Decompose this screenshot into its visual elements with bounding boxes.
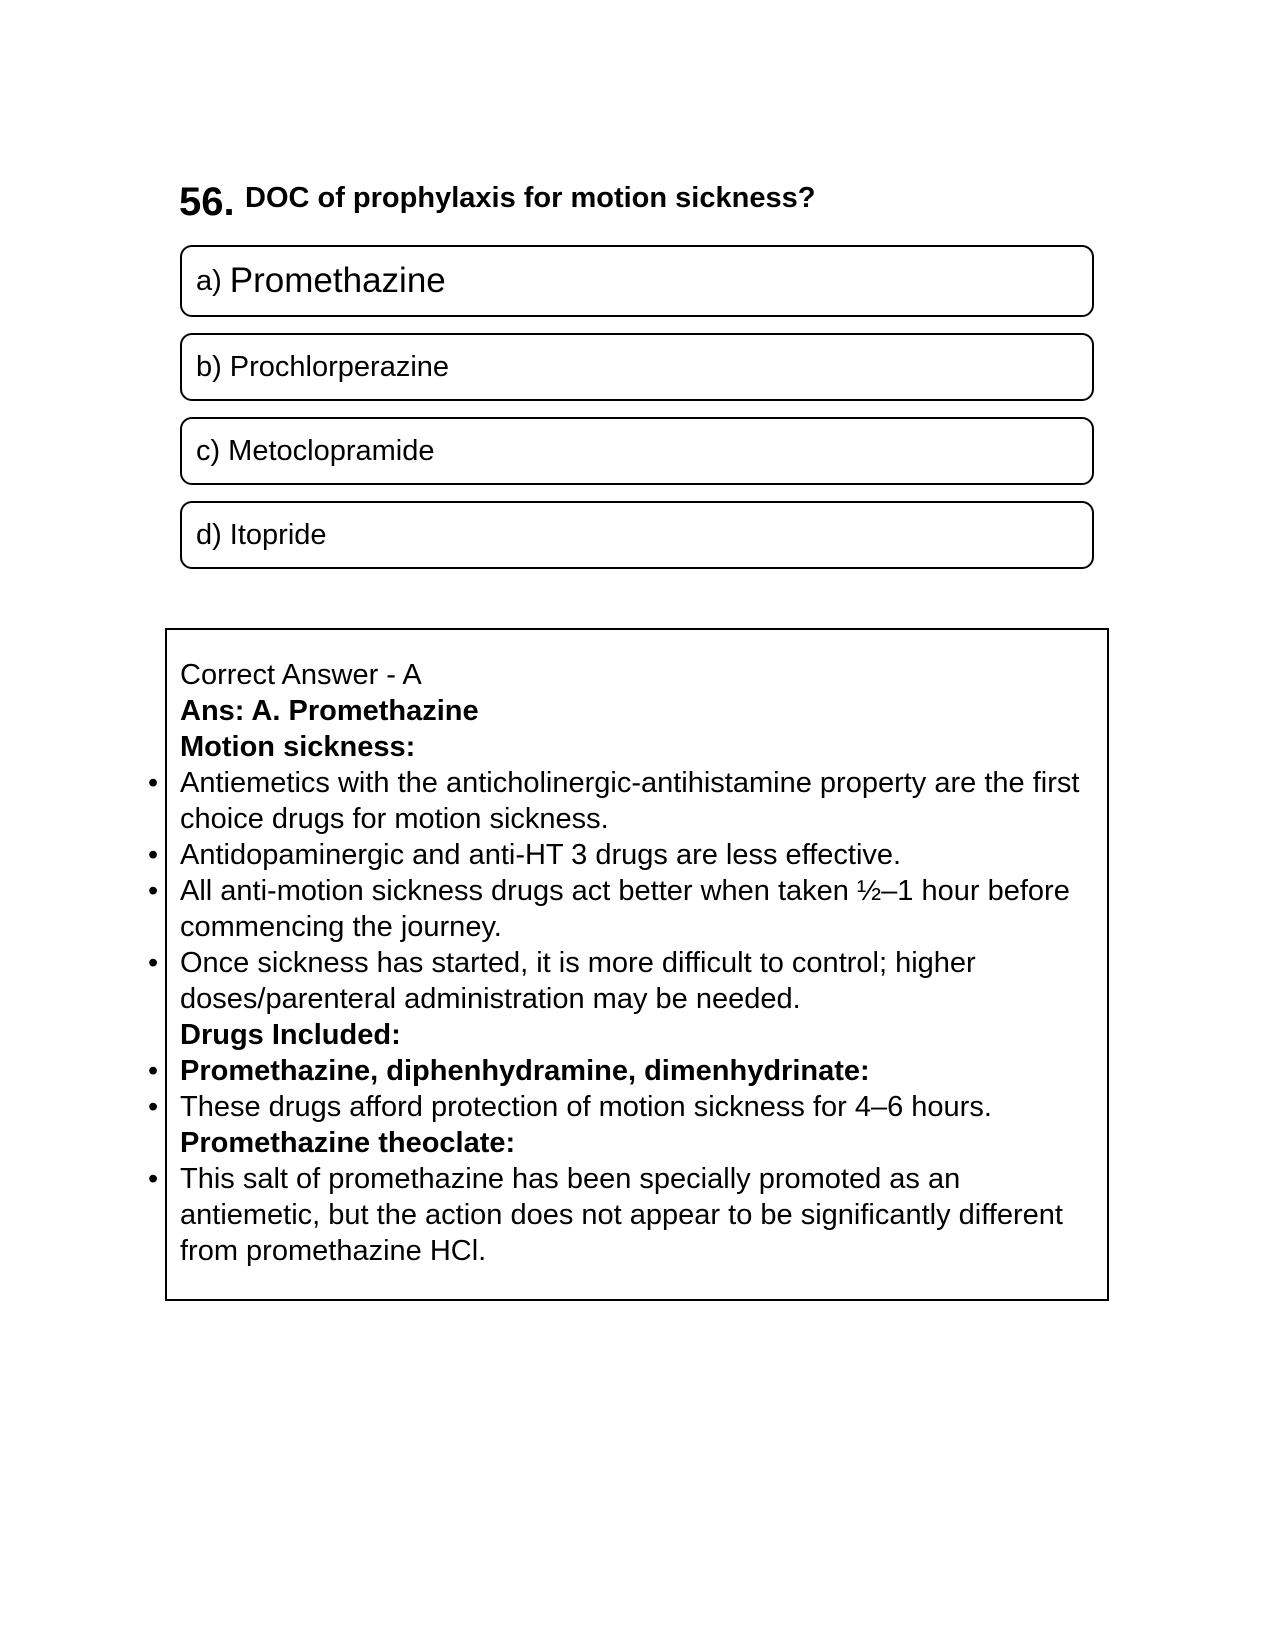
bullet-item: [148, 765, 1085, 837]
bullet-text: Once sickness has started, it is more difficult to control; higher doses/parenteral administration may be needed.: [180, 947, 976, 1015]
bullet-icon: •: [148, 1163, 159, 1195]
bullet-icon: •: [148, 839, 159, 871]
option-d[interactable]: [180, 501, 1094, 569]
heading-motion-sickness: Motion sickness:: [180, 731, 416, 763]
bullet-text: This salt of promethazine has been specially promoted as an antiemetic, but the action does not appear to be significantly different from promethazine HCl.: [180, 1163, 1063, 1267]
option-text: Prochlorperazine: [229, 351, 450, 383]
bullet-icon: •: [148, 947, 159, 979]
question-text: DOC of prophylaxis for motion sickness?: [245, 182, 816, 214]
option-text: Metoclopramide: [228, 435, 435, 467]
bullet-text: Antiemetics with the anticholinergic-antihistamine property are the first choice drugs for motion sickness.: [180, 767, 1080, 835]
bullet-icon: •: [148, 875, 159, 907]
heading-promethazine-theoclate: Promethazine theoclate:: [180, 1127, 516, 1159]
ans-line: Ans: A. Promethazine: [180, 695, 479, 727]
bullet-text: All anti-motion sickness drugs act better when taken ½–1 hour before commencing the journey.: [180, 875, 1070, 943]
bullet-item: [148, 1053, 1085, 1089]
bullet-icon: •: [148, 1091, 159, 1123]
correct-answer-line: Correct Answer - A: [180, 659, 422, 691]
bullet-text: These drugs afford protection of motion sickness for 4–6 hours.: [180, 1091, 992, 1123]
option-letter: b): [196, 351, 222, 383]
question: [179, 178, 1099, 226]
option-letter: c): [196, 435, 221, 467]
option-text: Itopride: [229, 519, 327, 551]
heading-drugs-included: Drugs Included:: [180, 1019, 401, 1051]
option-letter: d): [196, 519, 222, 551]
bullet-icon: •: [148, 1055, 159, 1087]
option-letter: a): [196, 265, 222, 297]
bullet-item: [148, 873, 1085, 945]
question-number: 56.: [179, 180, 235, 224]
bullet-icon: •: [148, 767, 159, 799]
bullet-item: [148, 1089, 1085, 1125]
bullet-item: [148, 837, 1085, 873]
answer-explanation: [148, 657, 1085, 1269]
option-text: Promethazine: [229, 261, 446, 300]
bullet-item: [148, 945, 1085, 1017]
option-b[interactable]: [180, 333, 1094, 401]
bullet-item: [148, 1161, 1085, 1269]
option-a[interactable]: [180, 245, 1094, 317]
bullet-text: Antidopaminergic and anti-HT 3 drugs are less effective.: [180, 839, 902, 871]
bullet-text: Promethazine, diphenhydramine, dimenhydrinate:: [180, 1055, 870, 1087]
option-c[interactable]: [180, 417, 1094, 485]
